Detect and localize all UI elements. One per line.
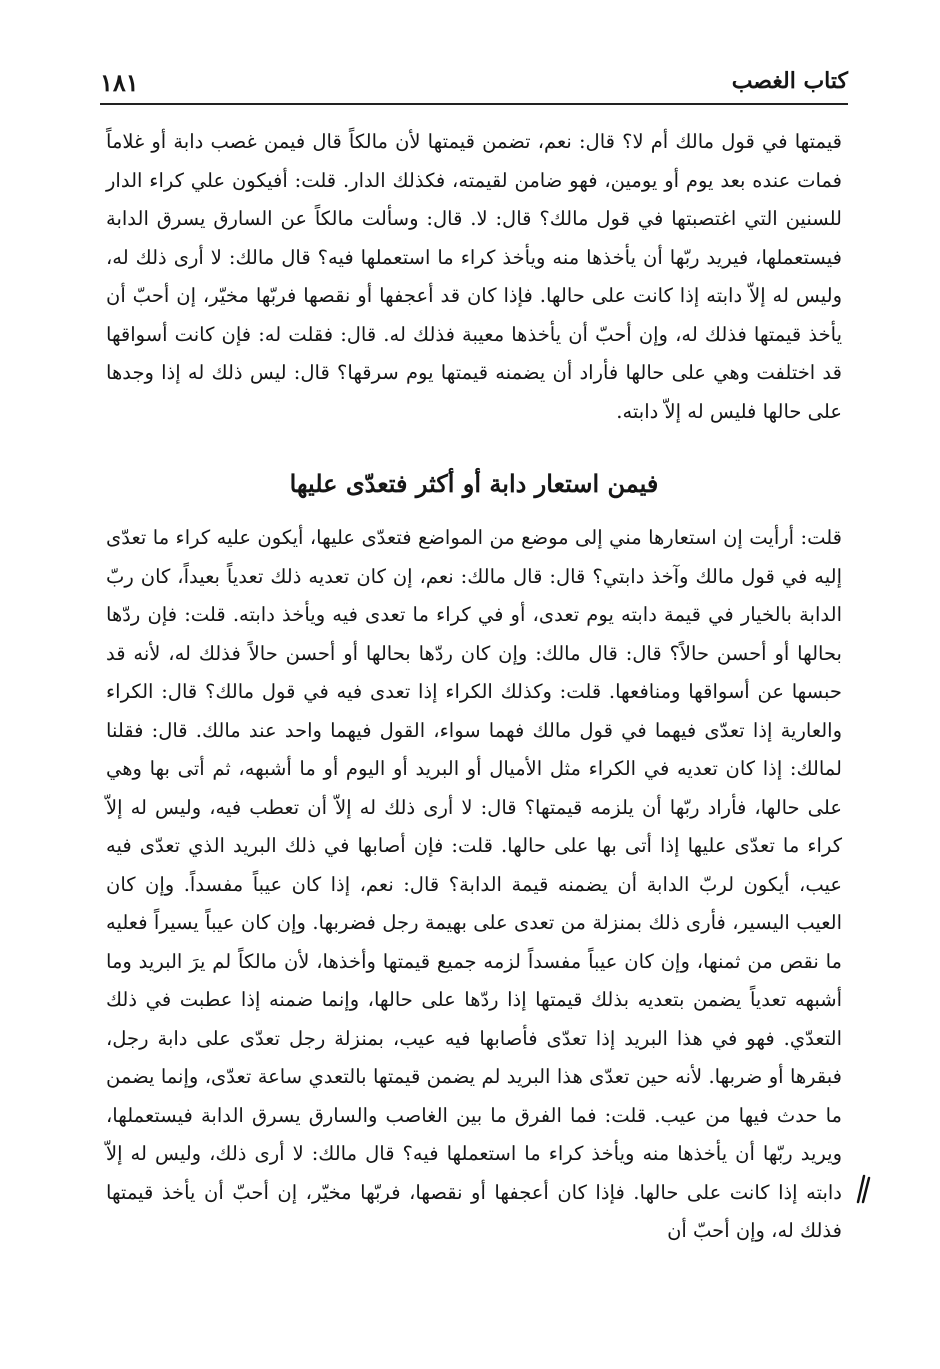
- header-divider: [100, 103, 848, 105]
- section-heading: فيمن استعار دابة أو أكثر فتعدّى عليها: [289, 469, 659, 498]
- paragraph-1: قيمتها في قول مالك أم لا؟ قال: نعم، تضمن قيمتها لأن مالكاً قال فيمن غصب دابة أو غلاماً فمات عنده بعد يوم أو يومين، فهو ضامن لقيمته، فكذلك الدار. قلت: أفيكون علي كراء الدار للسنين التي اغتصبتها في قول مالك؟ قال: لا. قال: وسألت مالكاً عن السارق يسرق الدابة فيستعملها، فيريد ربّها أن يأخذها منه ويأخذ كراء ما استعملها فيه؟ قال مالك: لا أرى ذلك له، وليس له إلاّ دابته إذا كانت على حالها. فإذا كان قد أعجفها أو نقصها فربّها مخيّر، إن أحبّ أن يأخذ قيمتها فذلك له، وإن أحبّ أن يأخذها معيبة فذلك له. قال: فقلت له: فإن كانت أسواقها قد اختلفت وهي على حالها فأراد أن يضمنه قيمتها يوم سرقها؟ قال: ليس ذلك له إذا وجدها على حالها فليس له إلاّ دابته.: [106, 130, 842, 423]
- page-number: ١٨١: [100, 68, 139, 97]
- chapter-title: كتاب الغصب: [731, 68, 848, 94]
- margin-mark-icon: [854, 1172, 872, 1206]
- running-head: [100, 62, 848, 102]
- paragraph-2: قلت: أرأيت إن استعارها مني إلى موضع من المواضع فتعدّى عليها، أيكون عليه كراء ما تعدّى إليه في قول مالك وآخذ دابتي؟ قال: قال مالك: نعم، إن كان تعديه ذلك تعدياً بعيداً، كان ربّ الدابة بالخيار في قيمة دابته يوم تعدى، أو في كراء ما تعدى فيه ويأخذ دابته. قلت: فإن ردّها بحالها أو أحسن حالاً؟ قال: قال مالك: وإن كان ردّها بحالها أو أحسن حالاً فذلك له، لأنه قد حبسها عن أسواقها ومنافعها. قلت: وكذلك الكراء إذا تعدى فيه في قول مالك؟ قال: الكراء والعارية إذا تعدّى فيهما في قول مالك فهما سواء، القول فيهما واحد عند مالك. قال: فقلنا لمالك: إذا كان تعديه في الكراء مثل الأميال أو البريد أو اليوم أو ما أشبهه، ثم أتى بها وهي على حالها، فأراد ربّها أن يلزمه قيمتها؟ قال: لا أرى ذلك له إلاّ أن تعطب فيه، وليس له إلاّ كراء ما تعدّى عليها إذا أتى بها على حالها. قلت: فإن أصابها في ذلك البريد الذي تعدّى فيه عيب، أيكون لربّ الدابة أن يضمنه قيمة الدابة؟ قال: نعم، إذا كان عيباً مفسداً. وإن كان العيب اليسير، فأرى ذلك بمنزلة من تعدى على بهيمة رجل فضربها. وإن كان عيباً يسيراً فعليه ما نقص من ثمنها، وإن كان عيباً مفسداً لزمه جميع قيمتها وأخذها، لأن مالكاً لم يرَ البريد وما أشبهه تعدياً يضمن بتعديه بذلك قيمتها إذا ردّها على حالها، وإنما ضمنه إذا عطبت في ذلك التعدّي. فهو في هذا البريد إذا تعدّى فأصابها فيه عيب، بمنزلة رجل تعدّى على دابة رجل، فبقرها أو ضربها. لأنه حين تعدّى هذا البريد لم يضمن قيمتها بالتعدي ساعة تعدّى، وإنما يضمن ما حدث فيها من عيب. قلت: فما الفرق ما بين الغاصب والسارق يسرق الدابة فيستعملها، ويريد ربّها أن يأخذها منه ويأخذ كراء ما استعملها فيه؟ قال مالك: لا أرى ذلك، وليس له إلاّ دابته إذا كانت على حالها. فإذا كان أعجفها أو نقصها، فربّها مخيّر، إن أحبّ أن يأخذ قيمتها فذلك له، وإن أحبّ أن: [106, 526, 842, 1242]
